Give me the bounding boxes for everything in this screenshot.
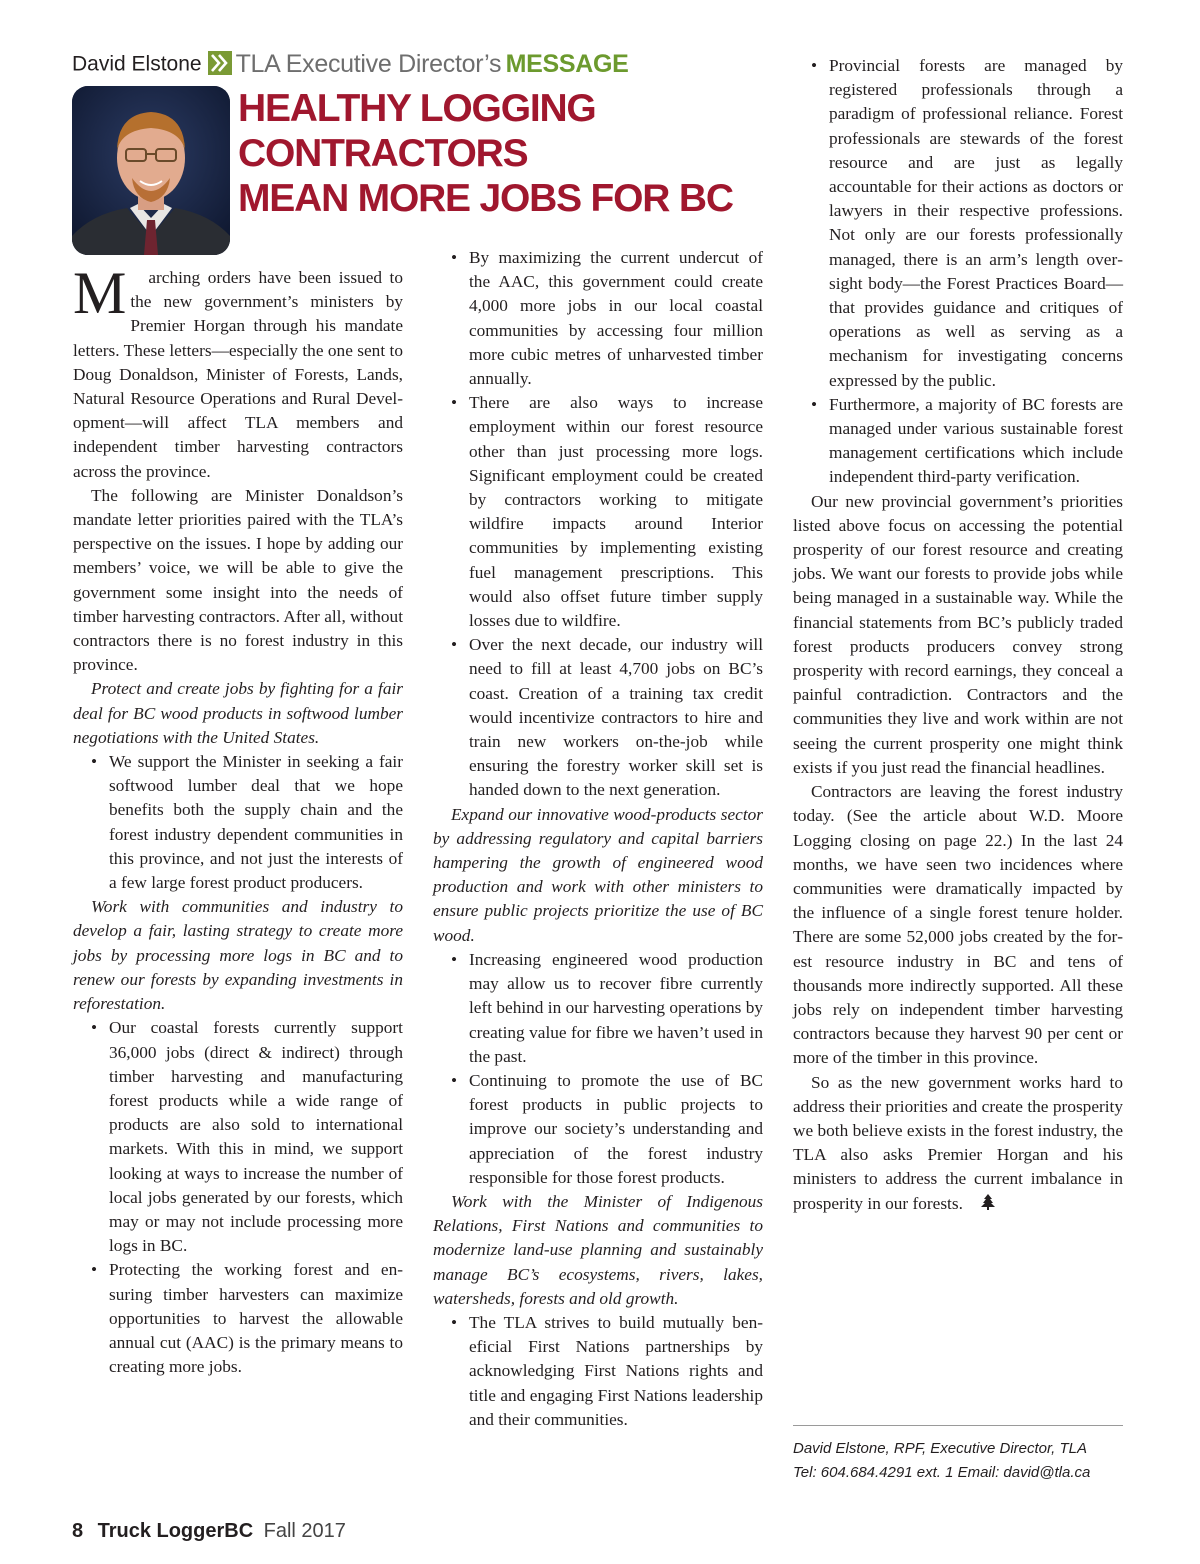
author-name: David Elstone [72,52,202,76]
bullet-item: • Increasing engineered wood production may allow us to recover fibre currently left behind in our harvesting operations by creating value for fibre we haven’t used in the past. [433,948,763,1069]
tree-icon [963,1193,977,1209]
article-column-3 [793,54,1123,1216]
bullet-item: • The TLA strives to build mutually beneficial First Nations partnerships by acknowledging First Nations rights and title and engaging First Nations leadership and their communities. [433,1311,763,1432]
bullet-item: • Continuing to promote the use of BC forest products in public projects to improve our society’s understanding and appreciation of the forest industry responsible for those forest products. [433,1069,763,1190]
bullet-list [433,948,763,1190]
section-header [72,50,629,79]
drop-cap: M [73,260,127,326]
bullet-list [433,246,763,803]
priority-statement: Expand our innovative wood-products sector by addressing regulatory and capital barriers hampering the growth of engineered wood production and work with other ministers to ensure public projects prioritize the use of BC wood. [433,804,763,945]
bullet-list [433,1311,763,1432]
bullet-item: • Our coastal forests currently support 36,000 jobs (direct & indirect) through timber harvesting and manufacturing forest products while a wide range of products are also sold to international markets. With this in mind, we support looking at ways to increase the number of local jobs generated by our forests, which may or may not include processing more logs in BC. [73,1016,403,1258]
closing-paragraph-text: So as the new government works hard to address their priorities and create the prosperity we both believe exists in the forest industry, the TLA also asks Premier Horgan and his ministers to address the current imbalance in prosperity in our forests. [793,1072,1123,1213]
bullet-list [73,750,403,895]
priority-statement: Work with the Minister of Indigenous Relations, First Nations and communities to modernize land-use planning and sustainably manage BC’s ecosystems, rivers, lakes, watersheds, forests and old growth. [433,1191,763,1308]
page-footer [72,1520,346,1543]
bullet-item: • Furthermore, a majority of BC forests are managed under various sustainable forest management certifications which include independent third-party verification. [793,393,1123,490]
section-label-highlight: MESSAGE [505,50,629,78]
priority-statement: Protect and create jobs by fighting for a fair deal for BC wood products in softwood lumber negotiations with the United States. [73,679,403,747]
lead-paragraph [73,260,403,484]
page-number: 8 [72,1520,84,1542]
closing-paragraph [793,1071,1123,1216]
signature-contact: Tel: 604.684.4291 ext. 1 Email: david@tla.ca [793,1464,1091,1481]
signature-name-title: David Elstone, RPF, Executive Director, TLA [793,1440,1088,1457]
headline-line: CONTRACTORS [238,132,528,175]
bullet-item: • Over the next decade, our industry will need to fill at least 4,700 jobs on BC’s coast. Creation of a training tax credit would incentivize contractors to hire and train new workers on-the-job while ensuring the forestry worker skill set is handed down to the next generation. [433,633,763,802]
body-paragraph: Contractors are leaving the forest industry today. (See the article about W.D. Moore Logging closing on page 22.) In the last 24 months, we have seen two incidences where communities were dramatically impacted by the influence of a single forest tenure holder. There are some 52,000 jobs created by the forest resource industry in BC and tens of thousands more indirectly supported. All these jobs rely on independent timber harvesting contractors because they harvest 90 per cent or more of the timber in this province. [793,782,1123,1068]
author-signature [793,1437,1133,1485]
article-column-1 [73,260,403,1379]
double-chevron-right-icon [208,51,232,75]
body-paragraph: The following are Minister Donaldson’s mandate letter priorities paired with the TLA’s perspective on the issues. I hope by adding our members’ voice, we will be able to give the government some insight into the needs of timber harvesting contractors. After all, without contractors there is no forest industry in this province. [73,485,403,675]
bullet-list [73,1016,403,1379]
issue-label: Fall 2017 [263,1520,346,1542]
article-column-2 [433,246,763,1432]
author-photo [72,86,230,255]
headline [238,86,778,221]
lead-paragraph-text: arching orders have been issued to the new government’s ministers by Premier Horgan through his mandate letters. These letters—especially the one sent to Doug Donaldson, Minister of Forests, Lands, Natural Resource Operations and Rural Development—will affect TLA members and independent timber harvesting contractors across the province. [73,268,403,481]
signature-divider [793,1425,1123,1426]
bullet-item: • Provincial forests are managed by registered professionals through a paradigm of professional reliance. Forest professionals are stewards of the forest resource and are just as legally accountable for their actions as doctors or lawyers in their respective professions. Not only are our forests professionally managed, there is an arm’s length oversight body—the Forest Practices Board—that provides guidance and critiques of operations as well as serving as a mechanism for investigating concerns expressed by the public. [793,54,1123,393]
magazine-title: Truck LoggerBC [97,1520,254,1542]
section-label: TLA Executive Director’s [235,50,502,78]
headline-line: HEALTHY LOGGING [238,87,596,130]
bullet-list [793,54,1123,490]
bullet-item: • We support the Minister in seeking a fair softwood lumber deal that we hope benefits both the supply chain and the forest industry dependent communities in this province, and not just the interests of a few large forest product producers. [73,750,403,895]
priority-statement: Work with communities and industry to develop a fair, lasting strategy to create more jobs by processing more logs in BC and to renew our forests by expanding investments in reforestation. [73,897,403,1014]
headline-line: MEAN MORE JOBS FOR BC [238,177,733,220]
bullet-item: • There are also ways to increase employment within our forest resource other than just processing more logs. Significant employment could be created by contractors working to mitigate wildfire impacts around Interior communities by implementing existing fuel management prescriptions. This would also offset future timber supply losses due to wildfire. [433,391,763,633]
bullet-item: • Protecting the working forest and ensuring timber harvesters can maximize opportunities to harvest the allowable annual cut (AAC) is the primary means to creating more jobs. [73,1258,403,1379]
body-paragraph: Our new provincial government’s priorities listed above focus on accessing the potential prosperity of our forest resource and creating jobs. We want our forests to provide jobs while being managed in a sustainable way. While the financial statements from BC’s publicly traded forest products producers convey strong prosperity with record earnings, they conceal a painful contradiction. Contractors and the communities they live and work within are not seeing the current prosperity one might think exists if you just read the financial headlines. [793,491,1123,777]
bullet-item: • By maximizing the current undercut of the AAC, this government could create 4,000 more jobs in our local coastal communities by accessing four million more cubic metres of unharvested timber annually. [433,246,763,391]
